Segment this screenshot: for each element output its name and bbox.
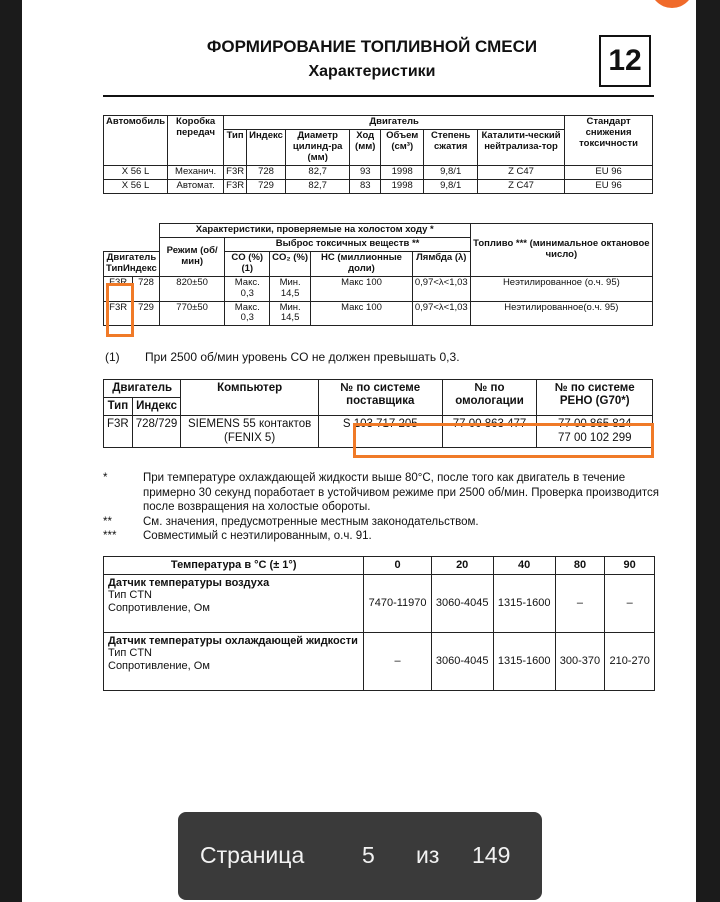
page-of: из xyxy=(416,842,440,868)
cell: Механич. xyxy=(168,165,224,179)
footnote-mark: (1) xyxy=(105,350,120,364)
sensor-label xyxy=(104,574,364,632)
cell: 0,97<λ<1,03 xyxy=(412,301,470,326)
cell: 728 xyxy=(247,165,286,179)
footnote-text: Совместимый с неэтилированным, о.ч. 91. xyxy=(143,530,372,542)
th-engine-label: Двигатель xyxy=(106,251,157,263)
cell: Неэтилированное(о.ч. 95) xyxy=(470,301,652,326)
cell: 7470-11970 xyxy=(364,574,431,632)
th-t40: 40 xyxy=(493,557,555,575)
cell: 83 xyxy=(350,179,381,193)
th-index: Индекс xyxy=(123,262,157,274)
cell: 82,7 xyxy=(285,179,350,193)
cell: 9,8/1 xyxy=(424,179,478,193)
cell: F3R xyxy=(224,165,247,179)
cell: 1315-1600 xyxy=(493,574,555,632)
sensor-title: Датчик температуры воздуха xyxy=(108,576,270,589)
sensor-table xyxy=(103,556,655,691)
th-homologation: № по омологации xyxy=(442,380,537,416)
th-co: CO (%) (1) xyxy=(225,251,270,276)
th-supplier: № по системе поставщика xyxy=(318,380,442,416)
cell: – xyxy=(364,632,431,690)
close-badge[interactable] xyxy=(650,0,694,8)
cell: 820±50 xyxy=(159,276,225,301)
cell: Мин. 14,5 xyxy=(270,276,311,301)
th-t20: 20 xyxy=(431,557,493,575)
th-bore: Диаметр цилинд-ра (мм) xyxy=(285,129,350,165)
th-type: Тип xyxy=(104,398,133,416)
th-hc: HC (миллионные доли) xyxy=(311,251,413,276)
th-emissions: Выброс токсичных веществ ** xyxy=(225,237,470,251)
cell: – xyxy=(605,574,655,632)
vehicle-spec-table xyxy=(103,115,653,194)
cell: F3R xyxy=(104,301,133,326)
table-row xyxy=(104,632,655,690)
cell: F3R xyxy=(104,276,133,301)
page-title: ФОРМИРОВАНИЕ ТОПЛИВНОЙ СМЕСИ xyxy=(206,37,538,56)
cell xyxy=(537,416,653,447)
cell: 300-370 xyxy=(555,632,605,690)
sensor-unit: Сопротивление, Ом xyxy=(108,601,210,614)
page-label: Страница xyxy=(200,842,305,868)
footnote-text: См. значения, предусмотренные местным законодательством. xyxy=(143,515,479,528)
sensor-title: Датчик температуры охлаждающей жидкости xyxy=(108,634,358,647)
footnote-text: При температуре охлаждающей жидкости выше 80°C, после того как двигатель в течение примерно 30 секунд поработает в устойчивом режиме при 2500 об/мин. Проверка производится после возвращения на холостые обороты. xyxy=(143,472,660,513)
th-index: Индекс xyxy=(247,129,286,165)
reno-number-2: 77 00 102 299 xyxy=(557,431,632,444)
sensor-type: Тип CTN xyxy=(108,589,152,602)
section-number: 12 xyxy=(599,35,651,87)
table-row xyxy=(104,179,653,193)
ecu-table xyxy=(103,379,653,448)
table-row xyxy=(104,301,653,326)
cell: 0,97<λ<1,03 xyxy=(412,276,470,301)
footnote-row xyxy=(103,515,663,530)
cell: Z C47 xyxy=(477,179,564,193)
th-temperature: Температура в °C (± 1°) xyxy=(104,557,364,575)
cell: 728 xyxy=(133,276,160,301)
th-ratio: Степень сжатия xyxy=(424,129,478,165)
cell: 210-270 xyxy=(605,632,655,690)
cell: EU 96 xyxy=(565,165,653,179)
cell: S 103 717 205 xyxy=(318,416,442,447)
th-engine: Двигатель xyxy=(224,116,565,130)
cell: Макс 100 xyxy=(311,301,413,326)
cell: Z C47 xyxy=(477,165,564,179)
footnote-1 xyxy=(105,350,460,364)
footnote-mark: ** xyxy=(103,515,112,528)
cell: X 56 L xyxy=(104,179,168,193)
cell: Мин. 14,5 xyxy=(270,301,311,326)
th-index: Индекс xyxy=(132,398,181,416)
table-row xyxy=(104,165,653,179)
th-car: Автомобиль xyxy=(104,116,168,166)
cell: 3060-4045 xyxy=(431,632,493,690)
footnote-text: При 2500 об/мин уровень CO не должен превышать 0,3. xyxy=(145,350,460,364)
total-pages: 149 xyxy=(472,842,511,868)
header-divider xyxy=(103,95,654,97)
cell: 729 xyxy=(133,301,160,326)
idle-emissions-table xyxy=(103,223,653,326)
cell: F3R xyxy=(224,179,247,193)
table-row xyxy=(104,276,653,301)
page-subtitle: Характеристики xyxy=(308,63,436,80)
cell: 1315-1600 xyxy=(493,632,555,690)
th-t80: 80 xyxy=(555,557,605,575)
cell: 1998 xyxy=(381,179,424,193)
cell: Макс. 0,3 xyxy=(225,276,270,301)
th-stroke: Ход (мм) xyxy=(350,129,381,165)
table-row xyxy=(104,416,653,447)
cell: 77 00 863 477 xyxy=(442,416,537,447)
cell: Макс 100 xyxy=(311,276,413,301)
th-type: Тип xyxy=(106,262,124,274)
cell: Макс. 0,3 xyxy=(225,301,270,326)
page-indicator xyxy=(178,812,542,900)
th-standard: Стандарт снижения токсичности xyxy=(565,116,653,166)
th-fuel: Топливо *** (минимальное октановое число) xyxy=(470,224,652,277)
cell: – xyxy=(555,574,605,632)
sensor-label xyxy=(104,632,364,690)
footnote-row xyxy=(103,529,663,544)
cell: EU 96 xyxy=(565,179,653,193)
footnote-row xyxy=(103,471,663,515)
th-mode: Режим (об/мин) xyxy=(159,237,225,276)
cell: 728/729 xyxy=(132,416,181,447)
th-t90: 90 xyxy=(605,557,655,575)
th-co2: CO₂ (%) xyxy=(270,251,311,276)
footnotes xyxy=(103,471,663,544)
footnote-mark: *** xyxy=(103,530,117,542)
th-lambda: Лямбда (λ) xyxy=(412,251,470,276)
th-t0: 0 xyxy=(364,557,431,575)
sensor-unit: Сопротивление, Ом xyxy=(108,659,210,672)
cell: F3R xyxy=(104,416,133,447)
cell: 729 xyxy=(247,179,286,193)
cell: 770±50 xyxy=(159,301,225,326)
cell: 9,8/1 xyxy=(424,165,478,179)
cell: 93 xyxy=(350,165,381,179)
th-volume: Объем (см³) xyxy=(381,129,424,165)
cell: Неэтилированное (о.ч. 95) xyxy=(470,276,652,301)
cell: SIEMENS 55 контактов (FENIX 5) xyxy=(181,416,319,447)
th-catalyst: Каталити-ческий нейтрализа-тор xyxy=(477,129,564,165)
th-reno: № по системе РЕНО (G70*) xyxy=(537,380,653,416)
reno-number-1: 77 00 865 824 xyxy=(557,418,632,431)
sensor-type: Тип CTN xyxy=(108,647,152,660)
cell: 1998 xyxy=(381,165,424,179)
th-gearbox: Коробка передач xyxy=(168,116,224,166)
th-blank xyxy=(104,224,160,252)
th-engine xyxy=(104,251,160,276)
cell: 82,7 xyxy=(285,165,350,179)
cell: X 56 L xyxy=(104,165,168,179)
table-row xyxy=(104,574,655,632)
footnote-mark: * xyxy=(103,472,108,484)
th-computer: Компьютер xyxy=(181,380,319,416)
th-idle: Характеристики, проверяемые на холостом ходу * xyxy=(159,224,470,238)
cell: 3060-4045 xyxy=(431,574,493,632)
document-page xyxy=(22,0,696,902)
current-page: 5 xyxy=(362,842,375,868)
th-engine: Двигатель xyxy=(104,380,181,398)
cell: Автомат. xyxy=(168,179,224,193)
th-type: Тип xyxy=(224,129,247,165)
